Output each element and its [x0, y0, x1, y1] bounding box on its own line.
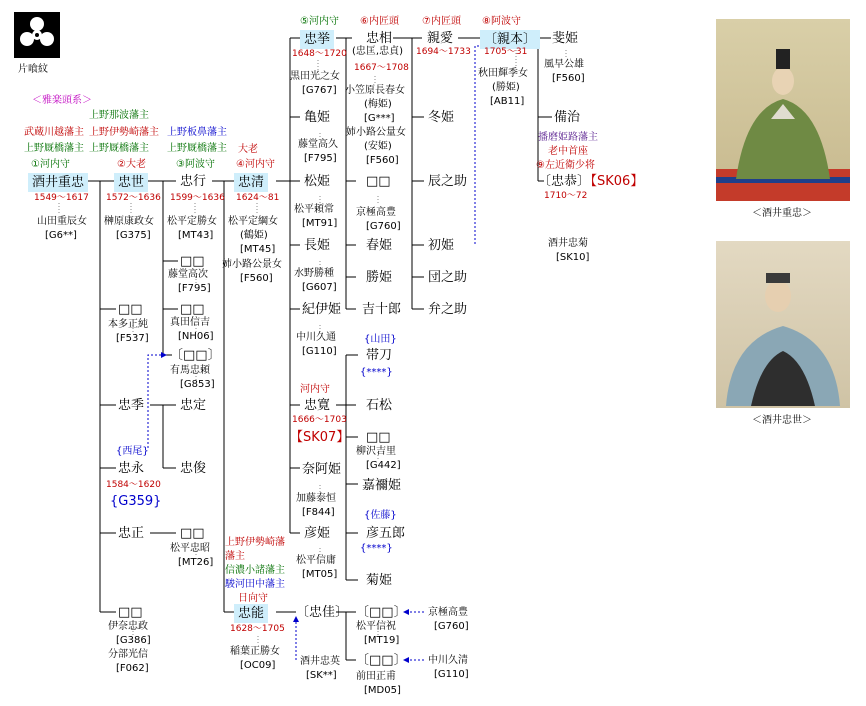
- c3-c-code: [G853]: [180, 379, 215, 390]
- gen4-rank: ④河内守: [236, 159, 275, 170]
- c6-e-family: {山田}: [364, 334, 397, 345]
- c8-b-name[interactable]: 備治: [554, 110, 581, 125]
- c5-f-spouse: 加藤泰恒: [296, 493, 336, 504]
- portrait-sakai-tadayo: [716, 241, 850, 408]
- c2-e-code2: [F062]: [116, 663, 149, 674]
- c2-c-years: 1584～1620: [106, 480, 161, 490]
- tadayoshi-years: 1628～1705: [230, 624, 285, 634]
- c3-b-spouse: 真田信吉: [170, 317, 210, 328]
- gen4-rank0: 大老: [238, 144, 258, 155]
- c5-e-years: 1666～1703: [292, 415, 347, 425]
- gen6-code2: [F560]: [366, 155, 399, 166]
- c5-f[interactable]: 奈阿姫: [302, 462, 342, 477]
- portrait-sakai-shigetada: [716, 19, 850, 201]
- gen6-wife1: 小笠原長春女: [345, 85, 405, 96]
- gen1-years: 1549～1617: [34, 193, 89, 203]
- c6-k-code: [MT19]: [364, 635, 400, 646]
- portrait1-caption: ＜酒井重忠＞: [752, 208, 812, 219]
- c5-a-spouse: 藤堂高久: [298, 139, 338, 150]
- c3-c-spouse: 有馬忠頼: [170, 365, 210, 376]
- gen8-code1: [AB11]: [490, 96, 525, 107]
- c3-a-code: [F795]: [178, 283, 211, 294]
- c8-a-spouse: 風早公雄: [544, 59, 584, 70]
- gen4-wife1b: (鶴姫): [240, 230, 268, 241]
- c5-h[interactable]: 〔忠佳〕: [296, 605, 349, 620]
- c8-c-years: 1710～72: [544, 191, 588, 201]
- c6-a-spouse: 京極高豊: [356, 207, 396, 218]
- c8-c-rank: ⑨左近衛少将: [536, 160, 595, 171]
- gen6-alias: (忠匡,忠貞): [352, 46, 403, 57]
- c7-a[interactable]: 冬姫: [428, 110, 455, 125]
- gen6-rank: ⑥内匠頭: [360, 16, 399, 27]
- c5-e[interactable]: 忠寛: [304, 398, 331, 413]
- gen1-name[interactable]: 酒井重忠: [28, 173, 88, 192]
- gen7-years: 1694～1733: [416, 47, 471, 57]
- gen1-wife: 山田重辰女: [37, 216, 87, 227]
- gen1-rank: ①河内守: [31, 159, 70, 170]
- crest-label: 片喰紋: [18, 64, 48, 75]
- c2-e-spouse1: 伊奈忠政: [108, 621, 148, 632]
- gen6-wife2: 姉小路公量女: [346, 127, 406, 138]
- c2-a[interactable]: □□: [118, 302, 143, 317]
- gen8-wife1: 秋田輝季女: [478, 68, 528, 79]
- gen2-years: 1572～1636: [106, 193, 161, 203]
- c2-b[interactable]: 忠季: [118, 398, 145, 413]
- gen4-name[interactable]: 忠清: [234, 173, 268, 192]
- gen3-name[interactable]: 忠行: [180, 174, 207, 189]
- c5-c[interactable]: 長姫: [304, 238, 331, 253]
- c6-b[interactable]: 春姫: [366, 238, 393, 253]
- gen6-years: 1667～1708: [354, 63, 409, 73]
- gen7-name[interactable]: 親愛: [427, 31, 454, 46]
- c6-a[interactable]: □□: [366, 174, 391, 189]
- gen4-years: 1624～81: [236, 193, 280, 203]
- c2-a-spouse: 本多正純: [108, 319, 148, 330]
- c5-b[interactable]: 松姫: [304, 174, 331, 189]
- c6-e-code: {****}: [360, 367, 393, 378]
- gen3-code: [MT43]: [178, 230, 214, 241]
- c2-b-child[interactable]: 忠定: [180, 398, 207, 413]
- gen3-wife: 松平定勝女: [167, 216, 217, 227]
- gen4-code2: [F560]: [240, 273, 273, 284]
- c6-l-spouse: 前田正甫: [356, 671, 396, 682]
- tadayoshi-title3: 駿河田中藩主: [225, 579, 285, 590]
- c6-l[interactable]: 〔□□〕: [356, 653, 407, 668]
- c3-b-code: [NH06]: [178, 331, 214, 342]
- c6-d[interactable]: 吉十郎: [362, 302, 402, 317]
- c2-d-child[interactable]: □□: [180, 526, 205, 541]
- gen6-wife2b: (安姫): [364, 141, 392, 152]
- c6-c[interactable]: 勝姫: [366, 270, 393, 285]
- c8-c-name[interactable]: 〔忠恭〕: [538, 174, 591, 189]
- c2-d[interactable]: 忠正: [118, 526, 145, 541]
- title-itahana: 上野板鼻藩主: [167, 127, 227, 138]
- c6-a-code: [G760]: [366, 221, 401, 232]
- c6-j[interactable]: 菊姫: [366, 573, 393, 588]
- c8-c-title2: 老中首座: [548, 146, 588, 157]
- c6-h[interactable]: 嘉禰姫: [362, 478, 402, 493]
- c8-c-fcode: [SK10]: [556, 252, 590, 263]
- c5-a-code: [F795]: [304, 153, 337, 164]
- c5-d-code: [G110]: [302, 346, 337, 357]
- c7-b[interactable]: 辰之助: [428, 174, 468, 189]
- gen7-rank: ⑦内匠頭: [422, 16, 461, 27]
- c2-e-code1: [G386]: [116, 635, 151, 646]
- gen3-years: 1599～1636: [170, 193, 225, 203]
- c3-a-spouse: 藤堂高次: [168, 269, 208, 280]
- gen5-code: [G767]: [302, 85, 337, 96]
- c6-g-code: [G442]: [366, 460, 401, 471]
- c8-a-code: [F560]: [552, 73, 585, 84]
- c6-g[interactable]: □□: [366, 430, 391, 445]
- c5-h-father: 酒井忠英: [300, 656, 340, 667]
- c5-g-spouse: 松平信庸: [296, 555, 336, 566]
- c5-g[interactable]: 彦姫: [304, 526, 331, 541]
- c2-e-spouse2: 分部光信: [108, 649, 148, 660]
- gen8-wife1b: (勝姫): [492, 82, 520, 93]
- tadayoshi-name[interactable]: 忠能: [234, 604, 268, 623]
- c6-i-code: {****}: [360, 543, 393, 554]
- portrait2-caption: ＜酒井忠世＞: [752, 415, 812, 426]
- c2-c-code: {G359}: [110, 494, 162, 509]
- c8-c-ref[interactable]: 【SK06】: [584, 174, 644, 189]
- c8-a-name[interactable]: 斐姫: [552, 31, 579, 46]
- gen5-wife: 黒田光之女: [290, 71, 340, 82]
- c2-e[interactable]: □□: [118, 605, 143, 620]
- c5-c-code: [G607]: [302, 282, 337, 293]
- gen6-code1: [G***]: [364, 113, 395, 124]
- c6-l-father: 中川久清: [428, 655, 468, 666]
- c3-b[interactable]: □□: [180, 302, 205, 317]
- gen8-years: 1705～31: [484, 47, 528, 57]
- c8-c-father: 酒井忠菊: [548, 238, 588, 249]
- c6-k-fcode: [G760]: [434, 621, 469, 632]
- c6-l-fcode: [G110]: [434, 669, 469, 680]
- crest-icon: [14, 12, 60, 58]
- gen1-code: [G6**]: [45, 230, 77, 241]
- c5-a[interactable]: 亀姫: [304, 110, 331, 125]
- c2-d-child-code: [MT26]: [178, 557, 214, 568]
- gen5-years: 1648～1720: [292, 49, 347, 59]
- c2-c-family: {西尾}: [116, 446, 149, 457]
- title-umayabashi-2: 上野厩橋藩主: [89, 143, 149, 154]
- gen4-wife1: 松平定綱女: [228, 216, 278, 227]
- c6-i[interactable]: 彦五郎: [366, 526, 406, 541]
- gen2-rank: ②大老: [117, 159, 146, 170]
- gen4-code1: [MT45]: [240, 244, 276, 255]
- gen4-wife2: 姉小路公景女: [222, 259, 282, 270]
- c2-d-child-spouse: 松平忠昭: [170, 543, 210, 554]
- c5-h-fcode: [SK**]: [306, 670, 337, 681]
- c3-c[interactable]: 〔□□〕: [170, 348, 221, 363]
- title-kawagoe: 武蔵川越藩主: [24, 127, 84, 138]
- c7-d[interactable]: 団之助: [428, 270, 468, 285]
- gen3-rank: ③阿波守: [176, 159, 215, 170]
- gen6-wife1b: (梅姫): [364, 99, 392, 110]
- c6-e[interactable]: 帯刀: [366, 348, 393, 363]
- c6-i-family: {佐藤}: [364, 510, 397, 521]
- tadayoshi-rank: 日向守: [238, 593, 268, 604]
- c6-g-spouse: 柳沢吉里: [356, 446, 396, 457]
- lineage-label: ＜雅楽頭系＞: [32, 95, 92, 106]
- c7-c[interactable]: 初姫: [428, 238, 455, 253]
- gen5-name[interactable]: 忠挙: [300, 30, 334, 49]
- c2-a-code: [F537]: [116, 333, 149, 344]
- tadayoshi-title2: 信濃小諸藩主: [225, 565, 285, 576]
- c6-k-father: 京極高豊: [428, 607, 468, 618]
- c6-k[interactable]: 〔□□〕: [356, 605, 407, 620]
- c5-b-code: [MT91]: [302, 218, 338, 229]
- title-umayabashi-1: 上野厩橋藩主: [24, 143, 84, 154]
- c5-b-spouse: 松平頼常: [294, 204, 334, 215]
- gen2-wife: 榊原康政女: [104, 216, 154, 227]
- gen2-name[interactable]: 忠世: [114, 173, 148, 192]
- c8-c-title1: 播磨姫路藩主: [538, 132, 598, 143]
- gen8-name[interactable]: 〔親本〕: [480, 30, 540, 49]
- c7-e[interactable]: 弁之助: [428, 302, 468, 317]
- tadayoshi-wife: 稲葉正勝女: [230, 646, 280, 657]
- gen8-rank: ⑧阿波守: [482, 16, 521, 27]
- c5-e-rank: 河内守: [300, 384, 330, 395]
- tadayoshi-title1b: 藩主: [225, 551, 245, 562]
- c3-a[interactable]: □□: [180, 254, 205, 269]
- c5-e-ref[interactable]: 【SK07】: [290, 430, 350, 445]
- gen5-rank: ⑤河内守: [300, 16, 339, 27]
- c5-f-code: [F844]: [302, 507, 335, 518]
- tadayoshi-code: [OC09]: [240, 660, 276, 671]
- c6-k-spouse: 松平信祝: [356, 621, 396, 632]
- title-umayabashi-3: 上野厩橋藩主: [167, 143, 227, 154]
- tadayoshi-title1: 上野伊勢崎藩: [225, 537, 285, 548]
- c5-d[interactable]: 紀伊姫: [302, 302, 342, 317]
- c6-f[interactable]: 石松: [366, 398, 393, 413]
- gen6-name[interactable]: 忠相: [366, 31, 393, 46]
- c5-c-spouse: 水野勝種: [294, 268, 334, 279]
- c5-d-spouse: 中川久通: [296, 332, 336, 343]
- c2-c[interactable]: 忠永: [118, 461, 145, 476]
- title-nawa: 上野那波藩主: [89, 110, 149, 121]
- gen2-code: [G375]: [116, 230, 151, 241]
- c6-l-code: [MD05]: [364, 685, 401, 696]
- c2-c-child[interactable]: 忠俊: [180, 461, 207, 476]
- c5-g-code: [MT05]: [302, 569, 338, 580]
- title-isesaki: 上野伊勢崎藩主: [89, 127, 159, 138]
